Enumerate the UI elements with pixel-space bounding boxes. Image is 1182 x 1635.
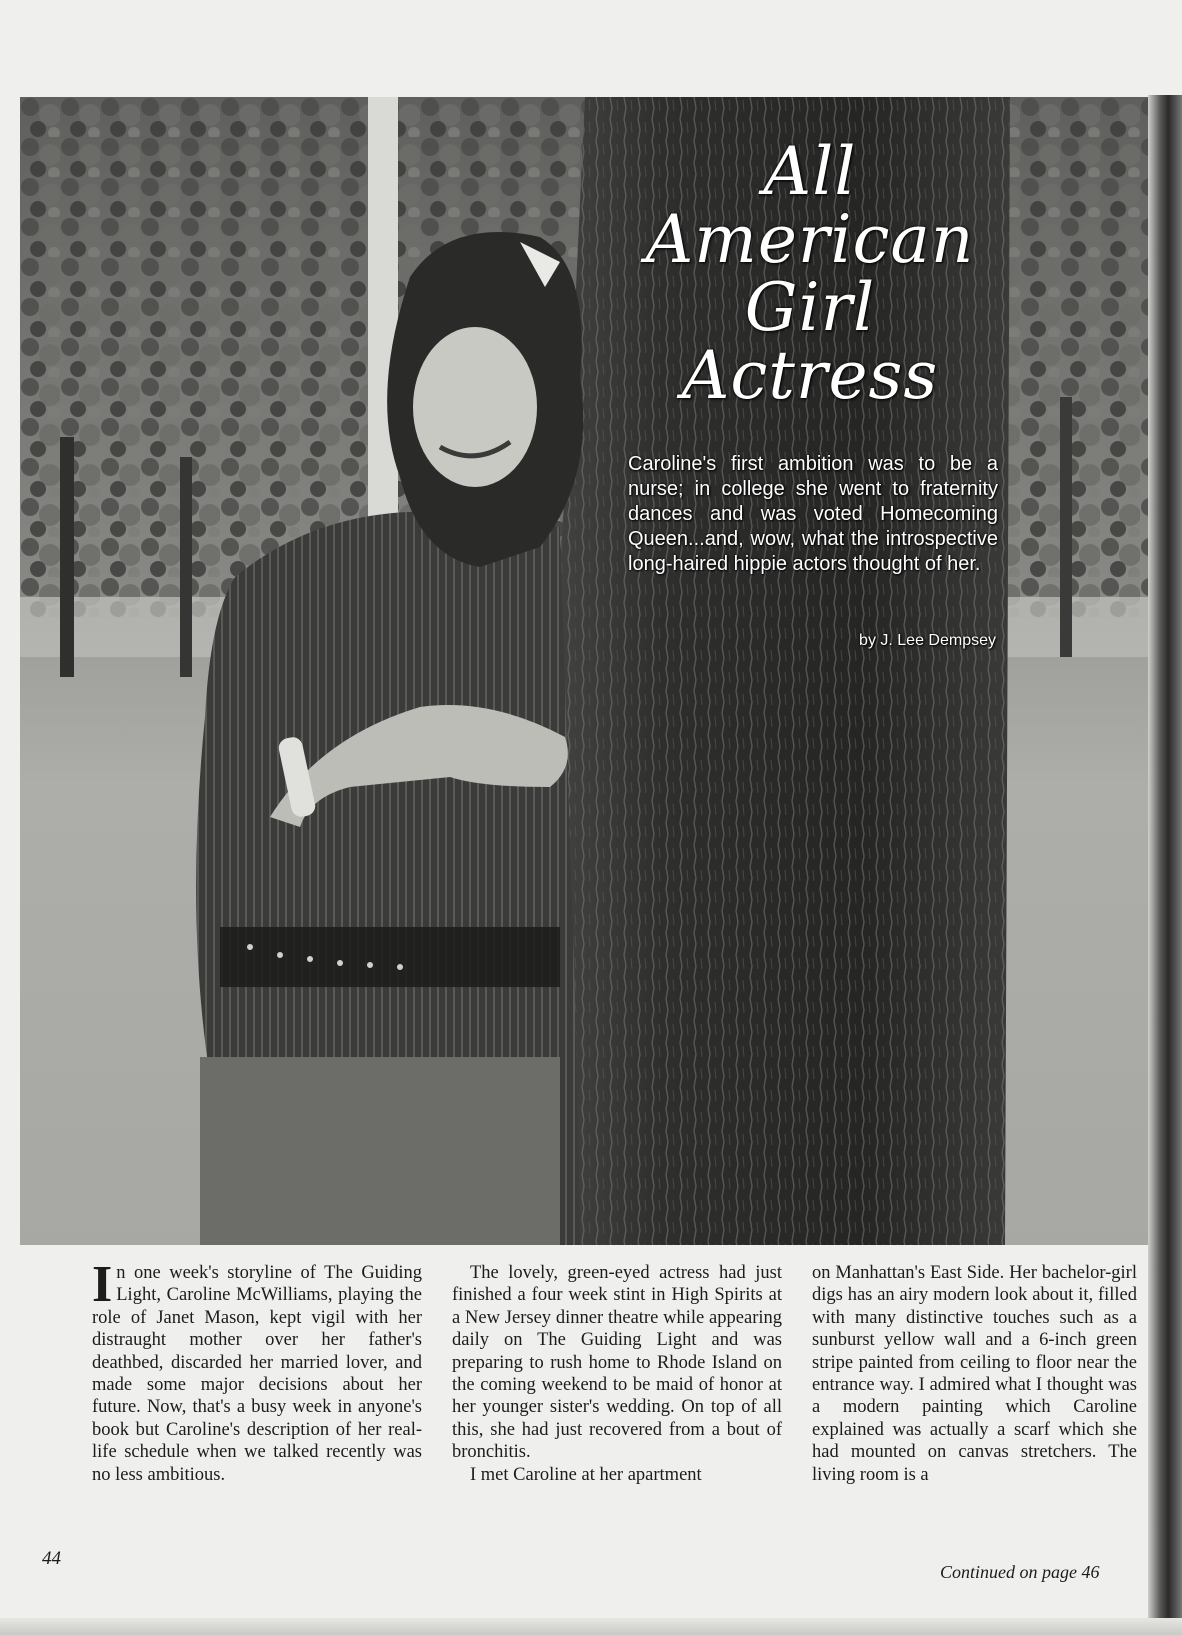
body-column-2: [452, 1262, 782, 1486]
body-column-3: [812, 1262, 1137, 1486]
col1-text: n one week's storyline of The Guiding Light, Caroline McWilliams, playing the role of Janet Mason, kept vigil with her distraught mother over her father's deathbed, discarded her married lover, and made some major decisions about her future. Now, that's a busy week in anyone's book but Caroline's description of her real-life schedule when we talked recently was no less ambitious.: [92, 1263, 422, 1485]
dropcap: I: [92, 1256, 113, 1313]
continued-note: Continued on page 46: [940, 1562, 1100, 1582]
byline: by J. Lee Dempsey: [859, 632, 996, 649]
title-line-3: Girl: [744, 269, 876, 346]
article-dek: Caroline's first ambition was to be a nurse; in college she went to fraternity dances and was voted Homecoming Queen...and, wow, what the introspective long-haired hippie actors thought of her.: [628, 453, 998, 575]
page-number: 44: [42, 1548, 61, 1569]
body-column-1: [92, 1256, 422, 1486]
title-line-2: American: [645, 201, 975, 278]
title-line-4: Actress: [681, 337, 939, 414]
title-line-1: All: [763, 133, 857, 210]
page-bottom-strip: [0, 1618, 1182, 1635]
col2-para-2: I met Caroline at her apartment: [470, 1464, 702, 1485]
article-title: [600, 133, 1020, 414]
col3-text: on Manhattan's East Side. Her bachelor-girl digs has an airy modern look about it, filled with many distinctive touches such as a sunburst yellow wall and a 6-inch green stripe painted from ceiling to floor near the entrance way. I admired what I thought was a modern painting which Caroline explained was actually a scarf which she had mounted on canvas stretchers. The living room is a: [812, 1263, 1137, 1485]
col2-para-1: The lovely, green-eyed actress had just finished a four week stint in High Spirits at a New Jersey dinner theatre while appearing daily on The Guiding Light and was preparing to rush home to Rhode Island on the coming weekend to be maid of honor at her younger sister's wedding. On top of all this, she had just recovered from a bout of bronchitis.: [452, 1263, 782, 1463]
facing-page-edge: [1148, 95, 1182, 1635]
